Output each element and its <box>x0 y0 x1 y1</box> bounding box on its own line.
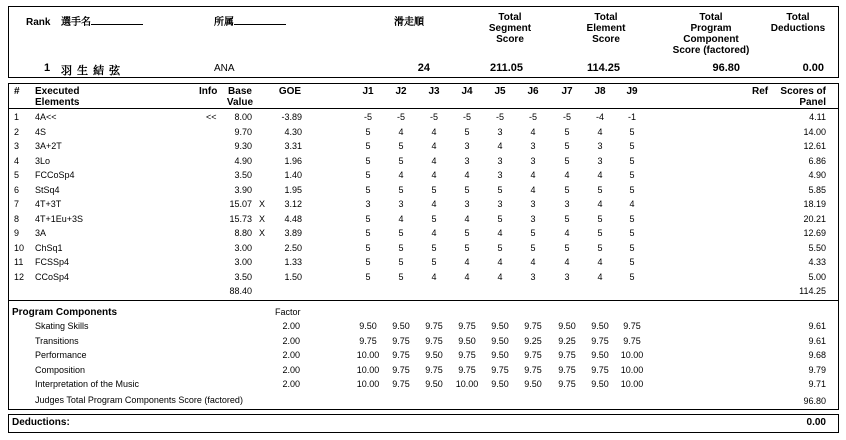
judge-header-7: J7 <box>561 86 573 97</box>
element-x-flag: X <box>259 213 266 224</box>
element-goe: 4.30 <box>284 126 302 137</box>
pc-judge-score: 10.00 <box>620 379 644 389</box>
pc-judge-score: 9.75 <box>558 350 576 360</box>
skater-pcs: 96.80 <box>712 62 740 74</box>
pc-judge-score: 9.50 <box>591 379 609 389</box>
element-judge-score: 5 <box>629 271 635 282</box>
element-judge-score: 4 <box>431 126 437 137</box>
element-base: 3.50 <box>234 170 252 180</box>
element-judge-score: 4 <box>530 170 536 180</box>
element-judge-score: 4 <box>398 170 404 180</box>
element-judge-score: 5 <box>629 257 635 267</box>
element-judge-score: -5 <box>396 112 405 122</box>
pc-judge-score: 9.50 <box>425 350 443 360</box>
element-goe: 4.48 <box>284 213 302 224</box>
element-base: 3.90 <box>234 184 252 195</box>
pc-judge-score: 9.75 <box>491 364 509 375</box>
element-judge-score: 4 <box>564 228 570 238</box>
pc-factor: 2.00 <box>282 364 300 375</box>
element-panel-score: 4.90 <box>808 170 826 180</box>
element-judge-score: 3 <box>398 199 404 209</box>
element-name: 3Lo <box>35 155 51 166</box>
element-judge-score: 3 <box>564 271 570 282</box>
pc-judge-score: 9.75 <box>425 335 443 346</box>
element-judge-score: 3 <box>597 141 603 151</box>
element-base: 3.00 <box>234 257 252 267</box>
pc-total: 96.80 <box>803 396 826 406</box>
element-judge-score: 4 <box>431 141 437 151</box>
pc-panel-score: 9.71 <box>808 379 826 389</box>
pc-judge-score: 9.75 <box>524 321 542 331</box>
judge-header-2: J2 <box>395 86 407 97</box>
judge-header-8: J8 <box>594 86 606 97</box>
element-judge-score: 5 <box>398 228 404 238</box>
element-judge-score: 5 <box>365 257 371 267</box>
skater-deductions: 0.00 <box>802 62 824 74</box>
pc-judge-score: 9.75 <box>524 364 542 375</box>
element-judge-score: 3 <box>464 155 470 166</box>
pc-judge-score: 10.00 <box>356 350 380 360</box>
element-judge-score: 5 <box>398 257 404 267</box>
pc-judge-score: 10.00 <box>620 364 644 375</box>
col-executed: Executed Elements <box>35 86 80 108</box>
element-base: 8.80 <box>234 228 252 238</box>
element-judge-score: 5 <box>564 155 570 166</box>
element-name: 4S <box>35 126 47 137</box>
pc-judge-score: 9.50 <box>591 350 609 360</box>
pc-panel-score: 9.79 <box>808 364 826 375</box>
element-panel-score: 6.86 <box>808 155 826 166</box>
element-panel-score: 18.19 <box>803 199 826 209</box>
element-base: 15.73 <box>229 213 252 224</box>
pc-judge-score: 9.75 <box>425 321 443 331</box>
pc-judge-score: 10.00 <box>455 379 479 389</box>
col-goe: GOE <box>278 86 302 97</box>
elements-total: 114.25 <box>799 286 826 296</box>
element-judge-score: 3 <box>597 155 603 166</box>
element-panel-score: 5.85 <box>808 184 826 195</box>
judge-header-6: J6 <box>527 86 539 97</box>
element-judge-score: 5 <box>431 257 437 267</box>
pc-panel-score: 9.61 <box>808 321 826 331</box>
pc-judge-score: 9.50 <box>491 335 509 346</box>
pc-judge-score: 9.75 <box>623 321 641 331</box>
element-judge-score: 5 <box>629 213 635 224</box>
pc-name: Composition <box>35 364 86 375</box>
element-judge-score: 5 <box>597 228 603 238</box>
element-judge-score: 4 <box>431 271 437 282</box>
pc-panel-score: 9.61 <box>808 335 826 346</box>
element-judge-score: 5 <box>564 126 570 137</box>
order-label: 滑走順 <box>394 17 424 28</box>
element-goe: 3.12 <box>284 199 302 209</box>
pc-judge-score: 9.25 <box>524 335 542 346</box>
element-judge-score: 5 <box>365 126 371 137</box>
element-judge-score: 5 <box>464 228 470 238</box>
element-goe: 1.40 <box>284 170 302 180</box>
element-judge-score: 5 <box>365 184 371 195</box>
pc-factor: 2.00 <box>282 321 300 331</box>
element-num: 10 <box>14 242 25 253</box>
element-judge-score: -5 <box>495 112 504 122</box>
element-name: 3A <box>35 228 47 238</box>
pc-judge-score: 9.75 <box>524 350 542 360</box>
element-judge-score: 4 <box>497 257 503 267</box>
element-num: 3 <box>14 141 20 151</box>
pc-judge-score: 9.75 <box>591 364 609 375</box>
col-ref: Ref <box>752 86 769 97</box>
pc-judge-score: 9.75 <box>392 335 410 346</box>
element-judge-score: 4 <box>464 271 470 282</box>
skater-name: 羽 生 結 弦 <box>61 65 122 77</box>
element-name: FCCoSp4 <box>35 170 75 180</box>
judge-header-5: J5 <box>494 86 506 97</box>
element-judge-score: 4 <box>398 213 404 224</box>
pc-judge-score: 10.00 <box>356 379 380 389</box>
element-judge-score: 4 <box>398 126 404 137</box>
pc-judge-score: 9.25 <box>558 335 576 346</box>
element-judge-score: 5 <box>431 184 437 195</box>
pc-panel-score: 9.68 <box>808 350 826 360</box>
element-num: 9 <box>14 228 20 238</box>
element-judge-score: 5 <box>398 155 404 166</box>
element-judge-score: 5 <box>530 228 536 238</box>
element-judge-score: 5 <box>629 141 635 151</box>
element-judge-score: 4 <box>597 271 603 282</box>
skater-club: ANA <box>214 63 235 74</box>
element-judge-score: 5 <box>629 170 635 180</box>
pc-judge-score: 9.75 <box>359 335 377 346</box>
pc-factor: 2.00 <box>282 350 300 360</box>
pc-factor: 2.00 <box>282 379 300 389</box>
element-judge-score: -5 <box>528 112 537 122</box>
element-judge-score: 5 <box>629 228 635 238</box>
element-judge-score: 5 <box>464 126 470 137</box>
element-judge-score: 5 <box>398 242 404 253</box>
element-judge-score: 5 <box>564 141 570 151</box>
header-separator <box>9 108 838 109</box>
element-judge-score: 4 <box>564 257 570 267</box>
pc-judge-score: 9.50 <box>458 335 476 346</box>
element-judge-score: 4 <box>530 257 536 267</box>
pc-judge-score: 9.75 <box>392 350 410 360</box>
element-base: 15.07 <box>229 199 252 209</box>
pc-judge-score: 9.50 <box>425 379 443 389</box>
element-judge-score: 5 <box>564 184 570 195</box>
pc-judge-score: 9.75 <box>458 364 476 375</box>
deductions-label: Total Deductions <box>770 12 826 34</box>
element-name: 4T+3T <box>35 199 62 209</box>
element-judge-score: 5 <box>365 141 371 151</box>
col-panel: Scores of Panel <box>780 86 826 108</box>
rank-label: Rank <box>26 17 51 28</box>
element-info: << <box>206 112 217 122</box>
element-judge-score: 3 <box>530 199 536 209</box>
pc-judge-score: 9.75 <box>558 379 576 389</box>
element-goe: 1.33 <box>284 257 302 267</box>
element-panel-score: 5.00 <box>808 271 826 282</box>
element-judge-score: 3 <box>530 213 536 224</box>
pc-name: Transitions <box>35 335 79 346</box>
element-goe: -3.89 <box>281 112 302 122</box>
pc-name: Skating Skills <box>35 321 89 331</box>
element-judge-score: 4 <box>431 170 437 180</box>
element-base: 3.00 <box>234 242 252 253</box>
element-goe: 3.31 <box>284 141 302 151</box>
element-base: 8.00 <box>234 112 252 122</box>
element-panel-score: 12.69 <box>803 228 826 238</box>
element-num: 6 <box>14 184 20 195</box>
element-judge-score: -5 <box>429 112 438 122</box>
element-judge-score: 5 <box>597 184 603 195</box>
col-base: Base Value <box>226 86 254 108</box>
element-goe: 1.96 <box>284 155 302 166</box>
element-judge-score: 3 <box>365 199 371 209</box>
judge-header-9: J9 <box>626 86 638 97</box>
element-judge-score: 5 <box>431 213 437 224</box>
pc-judge-score: 9.50 <box>392 321 410 331</box>
pc-name: Interpretation of the Music <box>35 379 140 389</box>
pc-judge-score: 10.00 <box>620 350 644 360</box>
col-info: Info <box>199 86 218 97</box>
element-judge-score: 5 <box>597 213 603 224</box>
element-judge-score: 5 <box>398 141 404 151</box>
element-judge-score: 4 <box>597 199 603 209</box>
element-judge-score: 4 <box>497 228 503 238</box>
element-judge-score: 5 <box>497 242 503 253</box>
element-judge-score: 4 <box>431 228 437 238</box>
element-panel-score: 4.11 <box>809 112 826 122</box>
element-judge-score: 3 <box>530 155 536 166</box>
element-judge-score: 5 <box>530 242 536 253</box>
pc-factor: 2.00 <box>282 335 300 346</box>
judge-header-1: J1 <box>362 86 374 97</box>
element-judge-score: 4 <box>464 257 470 267</box>
element-base: 4.90 <box>234 155 252 166</box>
element-judge-score: 3 <box>530 271 536 282</box>
element-judge-score: 3 <box>464 199 470 209</box>
tes-label: Total Element Score <box>586 12 626 45</box>
element-num: 2 <box>14 126 20 137</box>
element-judge-score: 4 <box>530 184 536 195</box>
element-judge-score: 5 <box>564 213 570 224</box>
pcs-label: Total Program Component Score (factored) <box>672 12 750 56</box>
element-judge-score: 5 <box>464 184 470 195</box>
element-judge-score: 3 <box>497 199 503 209</box>
skater-order: 24 <box>417 62 430 74</box>
element-name: FCSSp4 <box>35 257 70 267</box>
element-name: CCoSp4 <box>35 271 70 282</box>
element-num: 8 <box>14 213 20 224</box>
pc-judge-score: 9.75 <box>425 364 443 375</box>
element-name: ChSq1 <box>35 242 63 253</box>
element-judge-score: 4 <box>464 170 470 180</box>
element-judge-score: 4 <box>597 126 603 137</box>
element-base: 9.70 <box>234 126 252 137</box>
element-x-flag: X <box>259 199 266 209</box>
base-total: 88.40 <box>229 286 252 296</box>
element-judge-score: 5 <box>629 155 635 166</box>
element-judge-score: 4 <box>530 126 536 137</box>
element-name: 4T+1Eu+3S <box>35 213 84 224</box>
element-judge-score: -5 <box>462 112 471 122</box>
element-judge-score: 5 <box>497 184 503 195</box>
element-num: 12 <box>14 271 25 282</box>
pc-judge-score: 9.50 <box>359 321 377 331</box>
element-judge-score: 5 <box>629 184 635 195</box>
skater-rank: 1 <box>44 62 51 74</box>
pc-separator <box>9 300 838 301</box>
deductions-box <box>8 414 839 433</box>
judge-header-3: J3 <box>428 86 440 97</box>
element-judge-score: 4 <box>597 170 603 180</box>
pc-judge-score: 9.50 <box>524 379 542 389</box>
element-judge-score: 3 <box>497 126 503 137</box>
element-judge-score: 5 <box>597 242 603 253</box>
element-judge-score: 5 <box>365 242 371 253</box>
pc-factor-label: Factor <box>275 307 301 317</box>
element-judge-score: 5 <box>365 228 371 238</box>
element-panel-score: 14.00 <box>803 126 826 137</box>
element-name: 3A+2T <box>35 141 62 151</box>
element-goe: 1.50 <box>284 271 302 282</box>
element-judge-score: 4 <box>597 257 603 267</box>
element-judge-score: 3 <box>497 155 503 166</box>
element-num: 11 <box>14 257 24 267</box>
pc-judge-score: 9.50 <box>491 350 509 360</box>
pc-total-label: Judges Total Program Components Score (factored) <box>35 395 243 405</box>
pc-judge-score: 9.75 <box>458 350 476 360</box>
element-name: StSq4 <box>35 184 60 195</box>
element-judge-score: 3 <box>464 141 470 151</box>
pc-judge-score: 9.50 <box>591 321 609 331</box>
pc-judge-score: 9.75 <box>392 364 410 375</box>
element-judge-score: 5 <box>629 126 635 137</box>
element-judge-score: 4 <box>629 199 635 209</box>
element-judge-score: 5 <box>497 213 503 224</box>
pc-judge-score: 9.75 <box>392 379 410 389</box>
element-judge-score: 5 <box>365 213 371 224</box>
element-goe: 2.50 <box>284 242 302 253</box>
element-judge-score: 5 <box>365 155 371 166</box>
element-judge-score: 5 <box>629 242 635 253</box>
element-goe: 3.89 <box>284 228 302 238</box>
element-num: 4 <box>14 155 20 166</box>
pc-judge-score: 9.75 <box>458 321 476 331</box>
deductions-value: 0.00 <box>806 417 826 428</box>
element-judge-score: 4 <box>431 155 437 166</box>
element-base: 9.30 <box>234 141 252 151</box>
element-panel-score: 4.33 <box>808 257 826 267</box>
element-judge-score: -1 <box>627 112 636 122</box>
element-judge-score: 4 <box>564 170 570 180</box>
element-judge-score: 5 <box>365 271 371 282</box>
element-panel-score: 20.21 <box>803 213 826 224</box>
element-num: 5 <box>14 170 20 180</box>
judge-header-4: J4 <box>461 86 473 97</box>
pc-title: Program Components <box>12 307 118 318</box>
element-judge-score: 5 <box>398 271 404 282</box>
deductions-label-bottom: Deductions: <box>12 417 70 428</box>
element-num: 7 <box>14 199 20 209</box>
element-judge-score: 4 <box>431 199 437 209</box>
tss-label: Total Segment Score <box>488 12 532 45</box>
skater-tes: 114.25 <box>586 62 620 74</box>
pc-name: Performance <box>35 350 87 360</box>
element-judge-score: -5 <box>363 112 372 122</box>
element-judge-score: 5 <box>431 242 437 253</box>
element-judge-score: 5 <box>365 170 371 180</box>
col-num: # <box>14 86 20 97</box>
element-judge-score: 3 <box>564 199 570 209</box>
name-label: 選手名 <box>61 17 143 28</box>
element-judge-score: 3 <box>530 141 536 151</box>
element-name: 4A<< <box>35 112 57 122</box>
element-num: 1 <box>14 112 20 122</box>
element-judge-score: -4 <box>595 112 604 122</box>
element-judge-score: 4 <box>464 213 470 224</box>
element-judge-score: -5 <box>562 112 571 122</box>
pc-judge-score: 9.50 <box>558 321 576 331</box>
skater-tss: 211.05 <box>489 62 523 74</box>
element-panel-score: 12.61 <box>803 141 826 151</box>
club-label: 所属 <box>214 17 286 28</box>
element-judge-score: 4 <box>497 141 503 151</box>
pc-judge-score: 9.75 <box>591 335 609 346</box>
pc-judge-score: 9.50 <box>491 379 509 389</box>
element-judge-score: 5 <box>398 184 404 195</box>
element-goe: 1.95 <box>284 184 302 195</box>
element-judge-score: 4 <box>497 271 503 282</box>
pc-judge-score: 9.75 <box>623 335 641 346</box>
element-x-flag: X <box>259 228 266 238</box>
element-panel-score: 5.50 <box>808 242 826 253</box>
element-judge-score: 5 <box>464 242 470 253</box>
element-judge-score: 3 <box>497 170 503 180</box>
element-judge-score: 5 <box>564 242 570 253</box>
pc-judge-score: 9.75 <box>558 364 576 375</box>
element-base: 3.50 <box>234 271 252 282</box>
pc-judge-score: 10.00 <box>356 364 380 375</box>
pc-judge-score: 9.50 <box>491 321 509 331</box>
